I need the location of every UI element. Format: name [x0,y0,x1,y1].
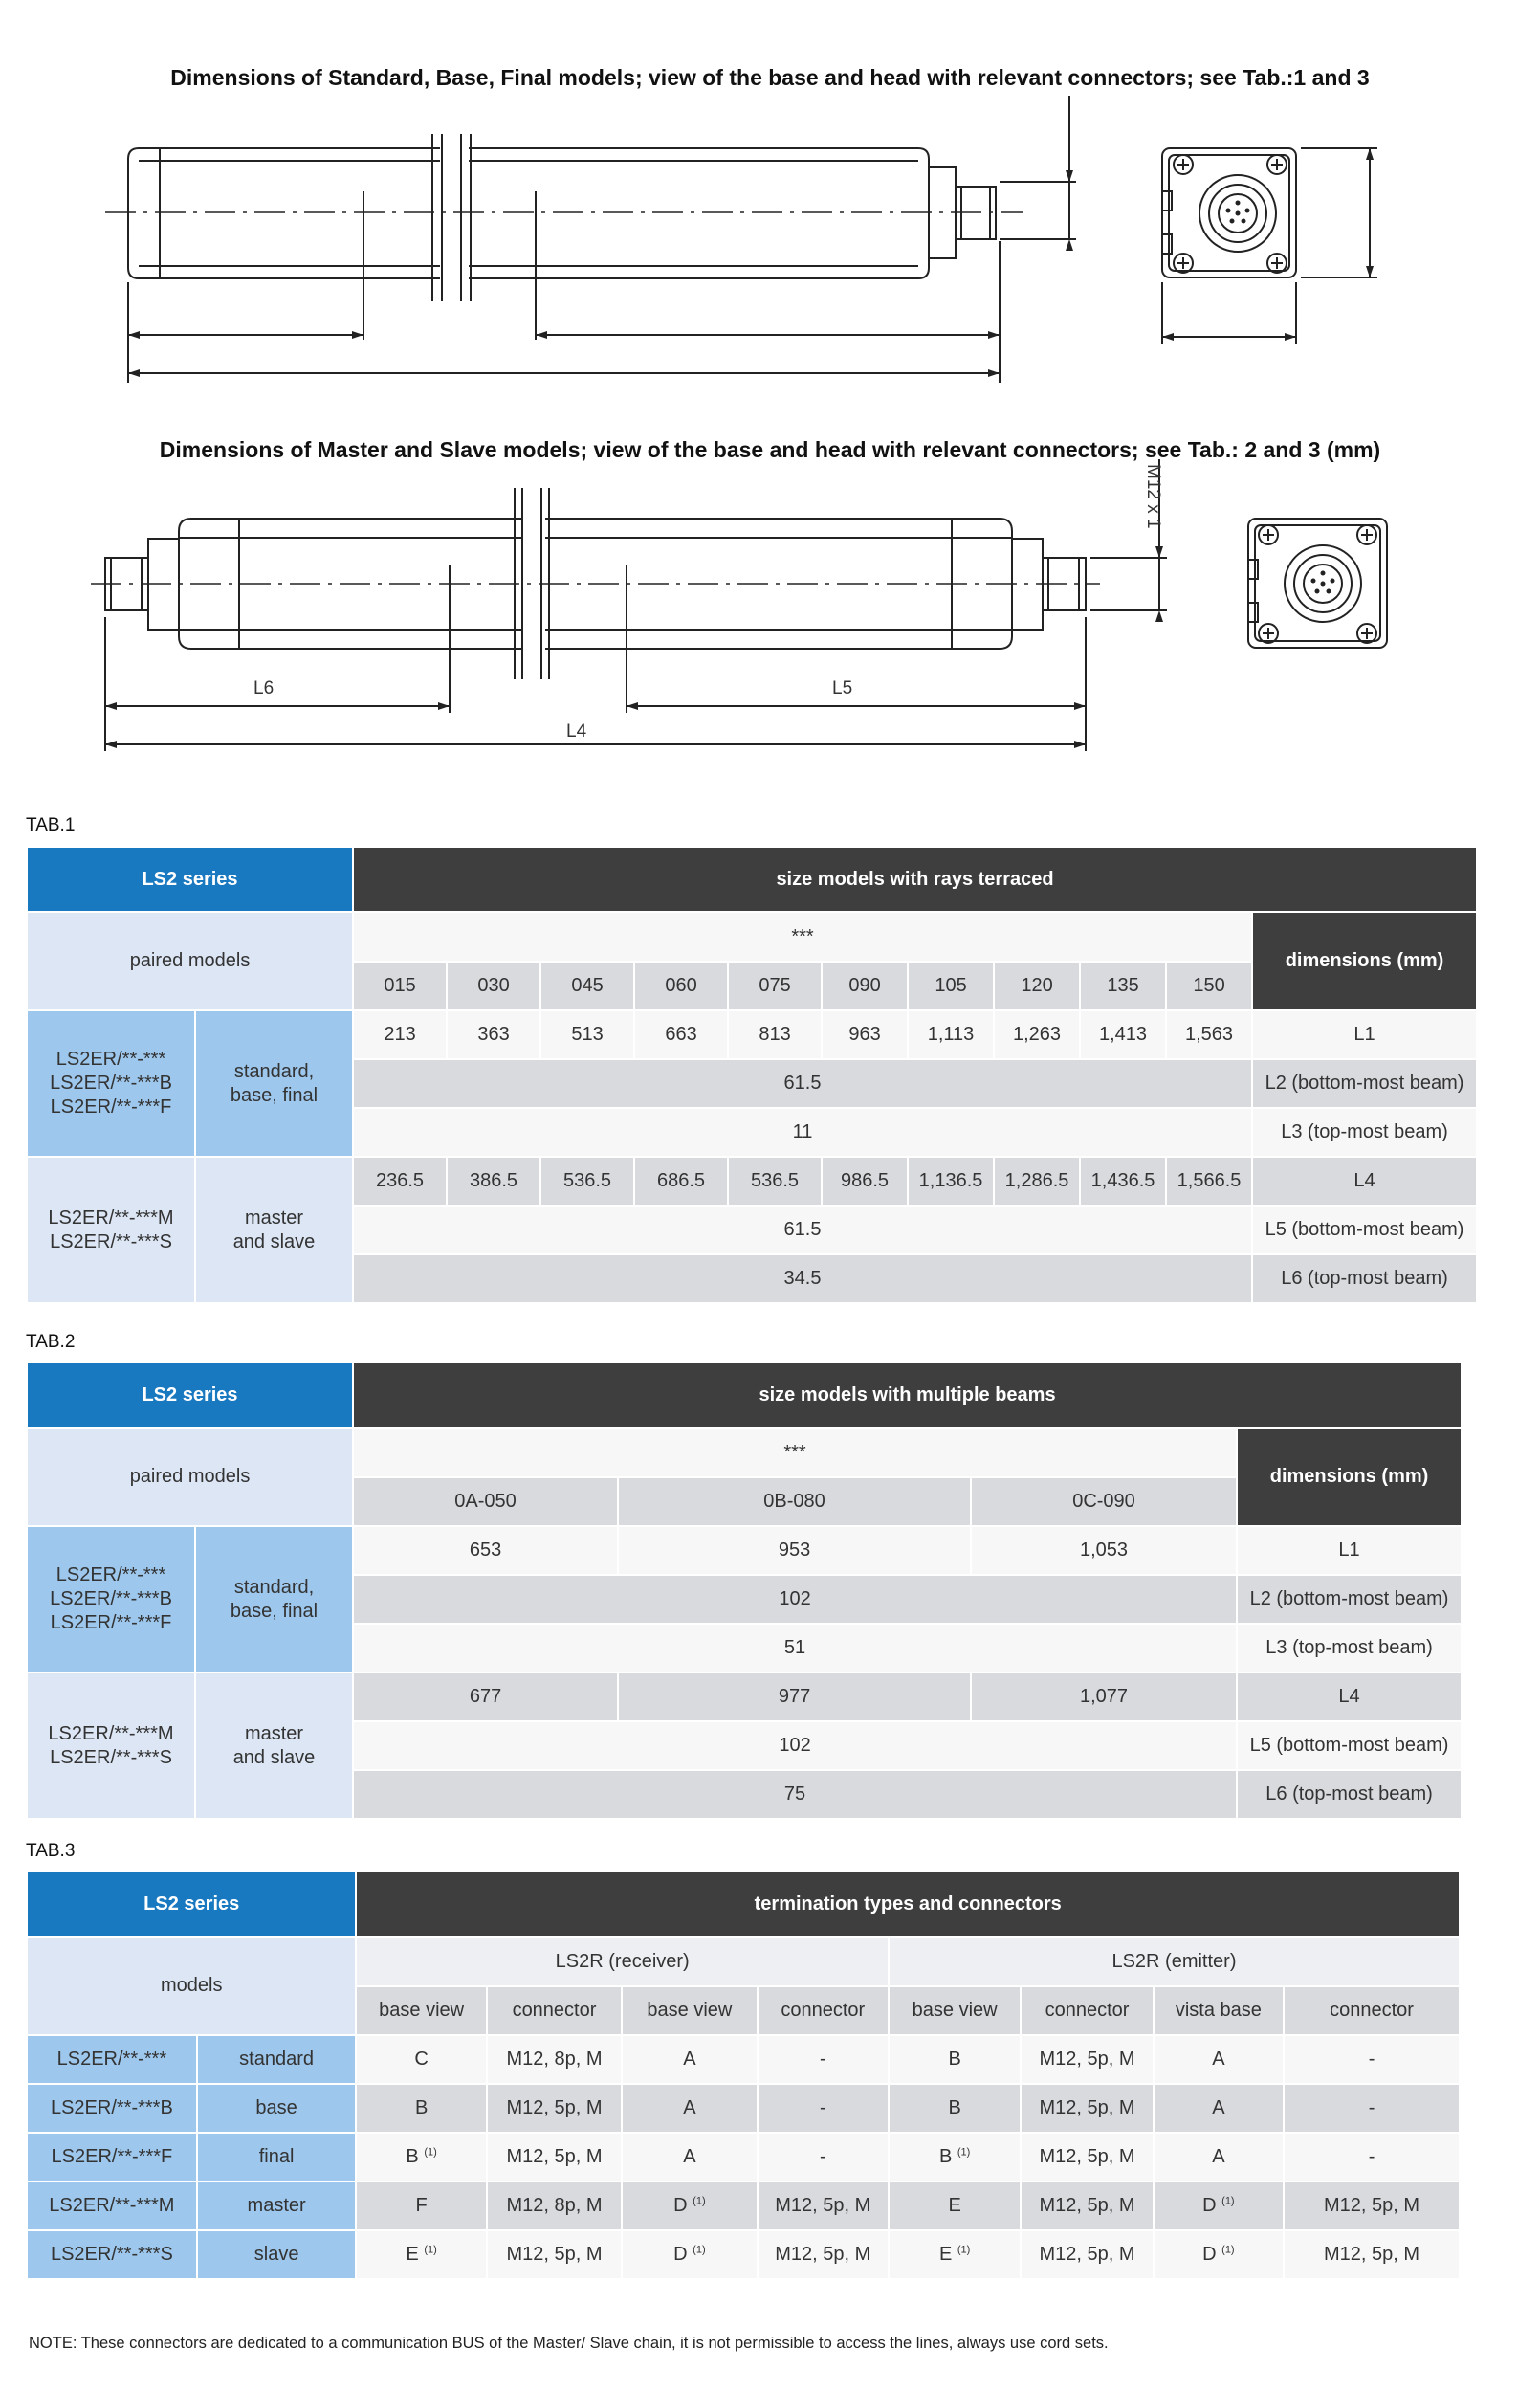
tab2-l1-value: 953 [619,1527,970,1574]
m12-label: M12 x 1 [1143,464,1163,529]
tab2-dim-label: L5 (bottom-most beam) [1238,1722,1461,1769]
tab2-l4-value: 977 [619,1673,970,1720]
tab1-l2-value: 61.5 [354,1060,1251,1107]
tab1-l4-value: 686.5 [635,1158,727,1205]
tab1-l1-value: 663 [635,1011,727,1058]
tab3-cell [890,2182,1020,2229]
tab3-cell-value: F [415,2195,428,2216]
tab1-main-header: size models with rays terraced [354,848,1476,911]
tab2-label: TAB.2 [26,1332,76,1352]
type-line: standard, [233,1060,315,1082]
footnote-mark: (1) [424,2244,437,2256]
model-name: LS2ER/**-***M [48,1722,174,1744]
tab2-l1-value: 1,053 [972,1527,1236,1574]
tab3-cell [1285,2085,1459,2132]
tab3-col-header: base view [890,1987,1020,2034]
tab3-note: NOTE: These connectors are dedicated to a communication BUS of the Master/ Slave chain, it is not permissible to access the lines, always use cord sets. [29,2335,1109,2352]
tab1-l4-value: 536.5 [541,1158,633,1205]
tab3-model-cell: LS2ER/**-***M [28,2182,196,2229]
tab3-cell-value: M12, 5p, M [775,2244,871,2265]
type-line: base, final [230,1084,319,1106]
tab1-dim-label: L6 (top-most beam) [1253,1255,1476,1302]
tab3-cell [488,2085,621,2132]
model-name: LS2ER/**-***F [50,1612,172,1633]
tab1-dim-label: L1 [1253,1011,1476,1058]
tab3-model-cell: LS2ER/**-*** [28,2036,196,2083]
tab3-cell-value: E [948,2195,961,2216]
tab1-l1-value: 813 [729,1011,821,1058]
tab1-paired-models: paired models [28,913,352,1009]
tab3-cell [759,2036,888,2083]
tab3-cell [890,2085,1020,2132]
tab1-group1-type [196,1011,352,1156]
tab1-size: 060 [635,963,727,1009]
type-line: and slave [232,1230,316,1252]
tab3-cell-value: M12, 5p, M [506,2097,603,2118]
tab3-cell [488,2036,621,2083]
tab3-cell [357,2036,485,2083]
tab2-size: 0A-050 [354,1478,617,1525]
tab3-cell-value: D [1202,2244,1217,2265]
footnote-mark: (1) [693,2244,706,2256]
tab3-cell [623,2231,756,2278]
tab3-cell-value: D [673,2195,688,2216]
tab1-dim-label: L5 (bottom-most beam) [1253,1207,1476,1253]
tab3-cell [623,2036,756,2083]
bottom-drawing-title: Dimensions of Master and Slave models; view of the base and head with relevant connectors; see Tab.: 2 and 3 (mm) [159,437,1381,462]
tab3-models-header: models [28,1938,355,2034]
tab1-dimensions-header: dimensions (mm) [1253,913,1476,1009]
tab3-cell-value: - [819,2146,826,2167]
model-name: LS2ER/**-*** [55,1564,166,1585]
model-name: LS2ER/**-***F [50,1096,172,1118]
tab2-dim-label: L2 (bottom-most beam) [1238,1576,1461,1623]
tab3-cell-value: - [819,2097,826,2118]
tab3-cell-value: C [414,2049,429,2070]
tab1-l1-value: 963 [823,1011,907,1058]
tab3-type-cell: base [198,2085,356,2132]
tab3-cell [759,2182,888,2229]
tab2-paired-models: paired models [28,1429,352,1525]
tab2-l5-value: 102 [354,1722,1236,1769]
tab3-model-cell: LS2ER/**-***B [28,2085,196,2132]
tab3-cell-value: A [683,2049,696,2070]
table-row [28,2231,1459,2278]
tab3-cell-value: M12, 5p, M [1324,2195,1420,2216]
tab3-cell [357,2134,485,2181]
tab3-model-cell: LS2ER/**-***S [28,2231,196,2278]
tab1-group1-models [28,1011,194,1156]
l5-label: L5 [832,678,853,698]
tab1-l4-value: 986.5 [823,1158,907,1205]
tab3-cell [488,2134,621,2181]
tab3-cell-value: D [1202,2195,1217,2216]
tab2-l4-value: 677 [354,1673,617,1720]
tab3-cell-value: B [938,2146,953,2167]
model-name: LS2ER/**-***S [50,1746,172,1768]
tab2-l3-value: 51 [354,1625,1236,1672]
tab3-col-header: connector [759,1987,888,2034]
tab3-col-header: base view [357,1987,485,2034]
tab2-dim-label: L1 [1238,1527,1461,1574]
tab1-series-header: LS2 series [28,848,352,911]
model-name: LS2ER/**-***B [50,1588,172,1609]
tab2-l4-value: 1,077 [972,1673,1236,1720]
tab3-cell [357,2085,485,2132]
tab1-l1-value: 1,563 [1167,1011,1251,1058]
tab1-l1-value: 213 [354,1011,446,1058]
tab3-cell [890,2036,1020,2083]
tab3-body [28,2036,1459,2278]
tab3-cell-value: - [1368,2146,1375,2167]
tab1-l4-value: 1,286.5 [995,1158,1079,1205]
tab3-cell-value: - [1368,2049,1375,2070]
tab1-table [26,846,1478,1304]
tab2-size: 0B-080 [619,1478,970,1525]
tab3-cell [488,2231,621,2278]
tab3-main-header: termination types and connectors [357,1872,1459,1936]
tab3-cell-value: B [414,2097,429,2118]
type-line: master [244,1207,304,1229]
tab1-l4-value: 1,436.5 [1081,1158,1165,1205]
footnote-mark: (1) [1221,2195,1235,2207]
head-view-icon [1248,519,1387,648]
tab3-cell [890,2231,1020,2278]
tab3-cell-value: M12, 5p, M [1324,2244,1420,2265]
tab3-receiver-header: LS2R (receiver) [357,1938,888,1985]
tab2-group1-type [196,1527,352,1672]
tab3-col-header: vista base [1155,1987,1283,2034]
tab1-size: 030 [448,963,539,1009]
tab1-l4-value: 236.5 [354,1158,446,1205]
tab3-cell [488,2182,621,2229]
tab3-cell [1285,2134,1459,2181]
tab3-cell-value: D [673,2244,688,2265]
tab1-l1-value: 1,263 [995,1011,1079,1058]
tab1-l1-value: 1,113 [909,1011,993,1058]
tab3-cell [1022,2231,1152,2278]
tab2-dim-label: L4 [1238,1673,1461,1720]
tab1-l4-value: 1,136.5 [909,1158,993,1205]
tab3-cell-value: E [938,2244,953,2265]
model-name: LS2ER/**-***M [48,1207,174,1229]
model-name: LS2ER/**-*** [55,1049,166,1070]
tab3-cell [759,2231,888,2278]
tab2-l1-value: 653 [354,1527,617,1574]
tab1-size: 075 [729,963,821,1009]
tab3-cell-value: - [819,2049,826,2070]
tab1-size: 045 [541,963,633,1009]
tab2-l6-value: 75 [354,1771,1236,1818]
tab3-col-header: connector [1022,1987,1152,2034]
type-line: base, final [230,1600,319,1622]
tab3-cell-value: M12, 5p, M [1039,2195,1135,2216]
tab3-series-header: LS2 series [28,1872,355,1936]
tab3-cell-value: E [406,2244,419,2265]
l4-label: L4 [566,721,587,742]
tab3-cell-value: M12, 8p, M [506,2049,603,2070]
model-name: LS2ER/**-***B [50,1073,172,1094]
tab1-l4-value: 386.5 [448,1158,539,1205]
tab1-size: 015 [354,963,446,1009]
tab3-type-cell: master [198,2182,356,2229]
tab2-stars: *** [354,1429,1236,1476]
tab3-cell-value: A [683,2097,696,2118]
tab3-cell [623,2085,756,2132]
footnote-mark: (1) [693,2195,706,2207]
tab3-cell-value: A [1212,2146,1225,2167]
tab3-cell [759,2134,888,2181]
tab1-l1-value: 363 [448,1011,539,1058]
tab1-size: 135 [1081,963,1165,1009]
tab3-cell [1155,2134,1283,2181]
tab3-cell [1022,2182,1152,2229]
tab1-dim-label: L4 [1253,1158,1476,1205]
tab3-model-cell: LS2ER/**-***F [28,2134,196,2181]
tab3-type-cell: slave [198,2231,356,2278]
tab1-l1-value: 513 [541,1011,633,1058]
tab1-l5-value: 61.5 [354,1207,1251,1253]
tab1-size: 120 [995,963,1079,1009]
tab1-l4-value: 536.5 [729,1158,821,1205]
tab2-group2-type [196,1673,352,1818]
tab3-table [26,1871,1461,2280]
tab2-size: 0C-090 [972,1478,1236,1525]
tab3-cell [1155,2036,1283,2083]
tab1-size: 150 [1167,963,1251,1009]
type-line: master [244,1722,304,1744]
tab3-cell-value: B [948,2097,961,2118]
master-slave-drawing [0,459,1540,765]
tab3-cell [1155,2085,1283,2132]
tab2-group1-models [28,1527,194,1672]
tab3-col-header: connector [1285,1987,1459,2034]
tab3-cell-value: M12, 5p, M [1039,2097,1135,2118]
tab3-cell-value: A [1212,2049,1225,2070]
tab1-group2-type [196,1158,352,1302]
tab3-cell-value: M12, 5p, M [775,2195,871,2216]
tab3-cell [1022,2036,1152,2083]
type-line: and slave [232,1746,316,1768]
tab3-cell-value: B [406,2146,419,2167]
tab3-col-header: connector [488,1987,621,2034]
tab3-emitter-header: LS2R (emitter) [890,1938,1459,1985]
tab3-label: TAB.3 [26,1841,76,1861]
tab3-cell-value: M12, 5p, M [1039,2244,1135,2265]
tab3-cell [1155,2231,1283,2278]
tab3-cell [890,2134,1020,2181]
tab2-group2-models [28,1673,194,1818]
tab1-group2-models [28,1158,194,1302]
footnote-mark: (1) [424,2146,437,2159]
top-drawing-title: Dimensions of Standard, Base, Final models; view of the base and head with relevant connectors; see Tab.:1 and 3 [170,65,1370,90]
tab1-stars: *** [354,913,1251,961]
tab1-l4-value: 1,566.5 [1167,1158,1251,1205]
tab3-cell-value: A [683,2146,696,2167]
type-line: standard, [233,1576,315,1598]
tab3-cell-value: - [1368,2097,1375,2118]
tab3-cell-value: M12, 5p, M [1039,2049,1135,2070]
standard-model-drawing [0,96,1540,402]
top-technical-drawing [0,96,1540,407]
footnote-mark: (1) [1221,2244,1235,2256]
tab3-cell [1022,2085,1152,2132]
tab3-type-cell: final [198,2134,356,2181]
tab1-size: 105 [909,963,993,1009]
footnote-mark: (1) [957,2146,971,2159]
tab1-size: 090 [823,963,907,1009]
tab3-cell [623,2182,756,2229]
tab3-cell [1155,2182,1283,2229]
tab3-cell [623,2134,756,2181]
bottom-technical-drawing [0,459,1540,770]
head-view-icon [1162,148,1377,344]
table-row [28,2134,1459,2181]
tab1-label: TAB.1 [26,815,76,835]
tab3-cell-value: M12, 5p, M [1039,2146,1135,2167]
tab3-col-header: base view [623,1987,756,2034]
tab3-type-cell: standard [198,2036,356,2083]
tab2-dimensions-header: dimensions (mm) [1238,1429,1461,1525]
tab3-cell-value: B [948,2049,961,2070]
model-name: LS2ER/**-***S [50,1230,172,1252]
tab2-table [26,1362,1463,1820]
tab1-dim-label: L2 (bottom-most beam) [1253,1060,1476,1107]
tab2-main-header: size models with multiple beams [354,1363,1461,1427]
tab3-cell-value: M12, 5p, M [506,2146,603,2167]
l6-label: L6 [253,678,275,698]
footnote-mark: (1) [957,2244,971,2256]
tab2-series-header: LS2 series [28,1363,352,1427]
tab3-cell-value: A [1212,2097,1225,2118]
tab3-cell-value: M12, 5p, M [506,2244,603,2265]
tab3-cell [1022,2134,1152,2181]
tab3-cell-value: M12, 8p, M [506,2195,603,2216]
table-row [28,2182,1459,2229]
tab2-dim-label: L3 (top-most beam) [1238,1625,1461,1672]
tab1-dim-label: L3 (top-most beam) [1253,1109,1476,1156]
tab3-cell [357,2231,485,2278]
tab1-l1-value: 1,413 [1081,1011,1165,1058]
tab3-cell [357,2182,485,2229]
tab3-cell [1285,2036,1459,2083]
tab3-cell [1285,2182,1459,2229]
tab1-l3-value: 11 [354,1109,1251,1156]
table-row [28,2036,1459,2083]
table-row [28,2085,1459,2132]
tab3-cell [1285,2231,1459,2278]
tab1-l6-value: 34.5 [354,1255,1251,1302]
tab3-cell [759,2085,888,2132]
tab2-l2-value: 102 [354,1576,1236,1623]
tab2-dim-label: L6 (top-most beam) [1238,1771,1461,1818]
